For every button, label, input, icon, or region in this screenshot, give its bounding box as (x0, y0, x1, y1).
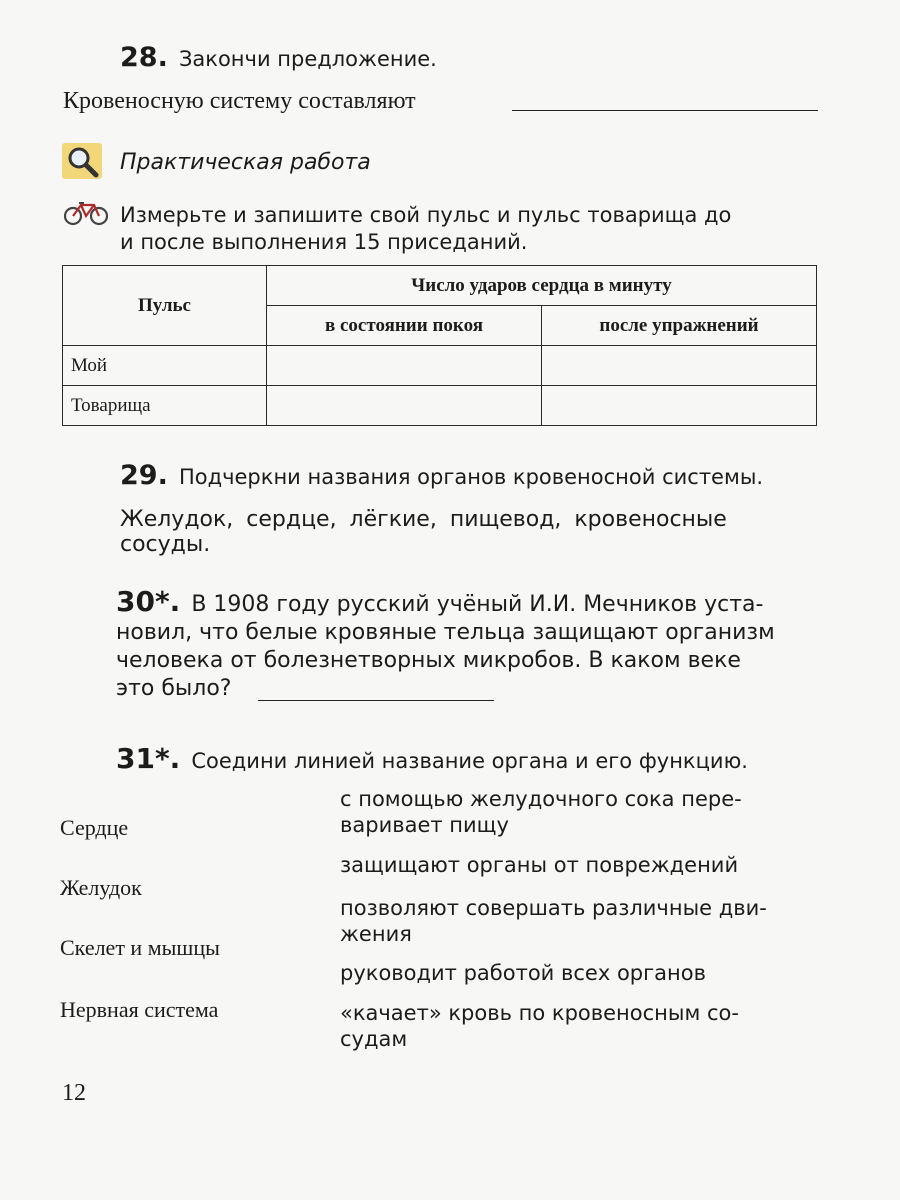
col-after-header: после упражнений (542, 306, 817, 346)
task-31-header (116, 742, 748, 775)
table-row (63, 386, 817, 426)
task-28-header (120, 42, 437, 73)
task-29-number: 29. (120, 460, 168, 491)
task-28-answer-line[interactable] (512, 110, 818, 111)
row-label: Товарища (63, 386, 267, 426)
table-row (63, 346, 817, 386)
task-29-header (120, 460, 763, 491)
practical-instruction-2: и после выполнения 15 приседаний. (120, 230, 528, 254)
task-31-number: 31*. (116, 742, 181, 775)
function-digest-line-2: варивает пищу (340, 813, 509, 837)
function-movement-line-1: позволяют совершать различные дви- (340, 896, 767, 920)
task-28-number: 28. (120, 42, 168, 73)
function-control-line-1: руководит работой всех органов (340, 961, 706, 985)
function-pump-line-1: «качает» кровь по кровеносным со- (340, 1001, 739, 1025)
col-rest-header: в состоянии покоя (267, 306, 542, 346)
task-29-line-3[interactable]: сосуды. (120, 532, 211, 557)
task-28-title: Закончи предложение. (178, 47, 437, 71)
page-number: 12 (62, 1080, 86, 1106)
pulse-table (62, 265, 817, 426)
cell-rest[interactable] (267, 386, 542, 426)
row-label: Мой (63, 346, 267, 386)
practical-instruction-1: Измерьте и запишите свой пульс и пульс товарища до (120, 203, 732, 227)
function-control[interactable] (340, 960, 820, 986)
task-30-line-1: В 1908 году русский учёный И.И. Мечников уста- (191, 592, 764, 617)
cell-after[interactable] (542, 346, 817, 386)
cell-after[interactable] (542, 386, 817, 426)
organ-skeleton-muscles[interactable]: Скелет и мышцы (60, 935, 220, 960)
function-digest-line-1: с помощью желудочного сока пере- (340, 787, 742, 811)
task-30-header (116, 585, 763, 618)
task-29-line-2[interactable]: Желудок, сердце, лёгкие, пищевод, кровеносные (120, 507, 727, 532)
organ-heart[interactable]: Сердце (60, 815, 129, 840)
function-protect[interactable] (340, 852, 820, 878)
task-30-answer-line[interactable] (258, 700, 494, 701)
col-pulse-header: Пульс (63, 266, 267, 346)
task-30-line-2: новил, что белые кровяные тельца защищают организм (116, 620, 775, 645)
organ-stomach[interactable]: Желудок (60, 875, 142, 900)
task-28-sentence: Кровеносную систему составляют (63, 88, 416, 114)
practical-heading: Практическая работа (120, 150, 371, 175)
function-digest[interactable] (340, 786, 820, 838)
cell-rest[interactable] (267, 346, 542, 386)
task-30-line-3: человека от болезнетворных микробов. В каком веке (116, 648, 741, 673)
organ-nervous-system[interactable]: Нервная система (60, 997, 219, 1022)
bicycle-icon (62, 198, 110, 226)
function-movement[interactable] (340, 895, 820, 947)
function-pump[interactable] (340, 1000, 820, 1052)
function-movement-line-2: жения (340, 922, 412, 946)
task-30-line-4: это было? (116, 676, 232, 701)
task-30-number: 30*. (116, 585, 181, 618)
task-29-line-1: Подчеркни названия органов кровеносной системы. (178, 465, 764, 489)
magnifier-icon (62, 143, 102, 179)
function-pump-line-2: судам (340, 1027, 408, 1051)
task-31-title: Соедини линией название органа и его функцию. (191, 749, 748, 773)
function-protect-line-1: защищают органы от повреждений (340, 853, 739, 877)
col-group-header: Число ударов сердца в минуту (267, 266, 817, 306)
